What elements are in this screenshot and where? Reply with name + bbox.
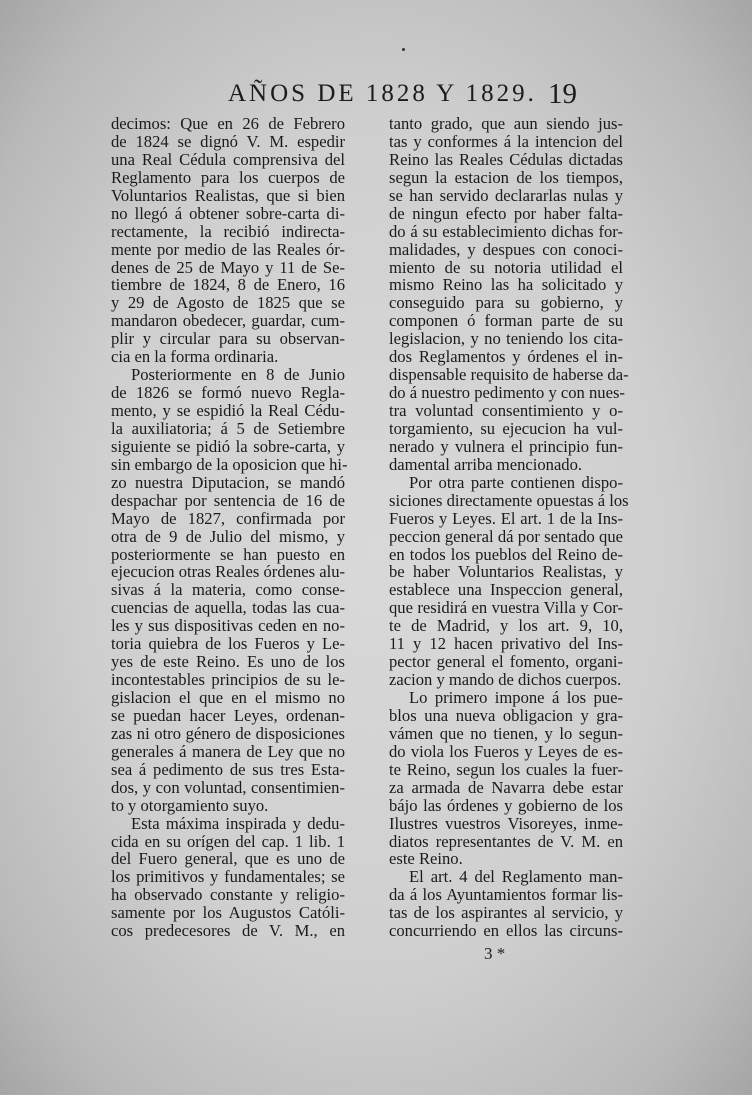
text-line: concurriendo en ellos las circuns-	[389, 921, 623, 941]
text-line: Esta máxima inspirada y dedu-	[131, 813, 345, 833]
text-line: se puedan hacer Leyes, ordenan-	[111, 705, 345, 725]
text-line: sea á pedimento de sus tres Esta-	[111, 759, 345, 779]
text-line: do á su establecimiento dichas for-	[389, 221, 623, 241]
text-line: otra de 9 de Julio del mismo, y	[111, 526, 345, 546]
text-line: peccion general dá por sentado que	[389, 526, 623, 546]
text-line: yes de este Reino. Es uno de los	[111, 652, 345, 672]
text-line: que residirá en vuestra Villa y Cor-	[389, 598, 623, 618]
text-line: Fueros y Leyes. El art. 1 de la Ins-	[389, 508, 623, 528]
text-line: tanto grado, que aun siendo jus-	[389, 114, 623, 133]
text-line: incontestables principios de su le-	[111, 670, 345, 690]
text-line: denes de 25 de Mayo y 11 de Se-	[111, 257, 345, 277]
text-line: despachar por sentencia de 16 de	[111, 490, 345, 510]
text-line: nerado y vulnera el principio fun-	[389, 436, 623, 456]
text-line: Mayo de 1827, confirmada por	[111, 508, 345, 528]
text-line: en todos los pueblos del Reino de-	[389, 544, 623, 564]
text-line: be haber Voluntarios Realistas, y	[389, 562, 623, 582]
text-line: conseguido para su gobierno, y	[389, 293, 623, 313]
text-line: no llegó á obtener sobre-carta di-	[111, 203, 345, 223]
text-line: siciones directamente opuestas á los	[389, 490, 629, 510]
text-line: torgamiento, su ejecucion ha vul-	[389, 418, 623, 438]
text-line: mandaron obedecer, guardar, cum-	[111, 311, 345, 331]
text-line: siguiente se pidió la sobre-carta, y	[111, 436, 345, 456]
text-line: malidades, y despues con conoci-	[389, 239, 623, 259]
text-line: plir y circular para su observan-	[111, 329, 345, 349]
text-line: posteriormente se han puesto en	[111, 544, 345, 564]
text-line: to y otorgamiento suyo.	[111, 795, 269, 815]
text-line: zo nuestra Diputacion, se mandó	[111, 472, 345, 492]
text-line: tiembre de 1824, 8 de Enero, 16	[111, 275, 345, 295]
text-line: samente por los Augustos Católi-	[111, 903, 345, 923]
page-number: 19	[548, 78, 577, 110]
text-line: y 29 de Agosto de 1825 que se	[111, 293, 345, 313]
text-line: cuencias de aquella, todas las cua-	[111, 598, 345, 618]
text-line: mente por medio de las Reales ór-	[111, 239, 345, 259]
text-line: bájo las órdenes y gobierno de los	[389, 795, 623, 815]
text-line: te Reino, segun los cuales la fuer-	[389, 759, 623, 779]
text-line: za armada de Navarra debe estar	[389, 777, 623, 797]
text-line: la auxiliatoria; á 5 de Setiembre	[111, 418, 345, 438]
text-line: ha observado constante y religio-	[111, 885, 345, 905]
text-line: blos una nueva obligacion y gra-	[389, 705, 623, 725]
text-line: 11 y 12 hacen privativo del Ins-	[389, 634, 623, 654]
text-line: sivas á la materia, como conse-	[111, 580, 345, 600]
text-line: Lo primero impone á los pue-	[409, 688, 623, 707]
text-line: zas ni otro género de disposiciones	[111, 723, 345, 743]
text-line: miento de su notoria utilidad el	[389, 257, 623, 277]
text-line: establece una Inspeccion general,	[389, 580, 623, 600]
text-line: Reino las Reales Cédulas dictadas	[389, 149, 623, 169]
text-line: mismo Reino las ha solicitado y	[389, 275, 623, 295]
text-line: de 1826 se formó nuevo Regla-	[111, 383, 345, 403]
text-line: los primitivos y fundamentales; se	[111, 867, 345, 887]
text-line: cida en su orígen del cap. 1 lib. 1	[111, 831, 345, 851]
text-line: Voluntarios Realistas, que si bien	[111, 185, 345, 205]
text-line: diatos representantes de V. M. en	[389, 831, 623, 851]
text-line: gislacion el que en el mismo no	[111, 688, 345, 707]
text-line: toria quiebra de los Fueros y Le-	[111, 634, 345, 654]
text-line: ejecucion otras Reales órdenes alu-	[111, 562, 346, 582]
ink-speck	[402, 48, 405, 51]
text-line: de 1824 se dignó V. M. espedir	[111, 131, 345, 151]
text-line: Posteriormente en 8 de Junio	[131, 365, 345, 385]
text-line: do á nuestro pedimento y con nues-	[389, 383, 625, 403]
text-line: segun la estacion de los tiempos,	[389, 167, 623, 187]
text-line: dispensable requisito de haberse da-	[389, 365, 629, 385]
text-line: sin embargo de la oposicion que hi-	[111, 454, 348, 474]
text-line: Por otra parte contienen dispo-	[409, 472, 623, 492]
text-line: de ningun efecto por haber falta-	[389, 203, 623, 223]
text-line: cos predecesores de V. M., en	[111, 921, 345, 941]
left-column	[111, 114, 348, 941]
text-line: pector general el fomento, organi-	[389, 652, 623, 672]
text-line: damental arriba mencionado.	[389, 454, 583, 474]
text-line: componen ó forman parte de su	[389, 311, 623, 331]
text-line: dos, y con voluntad, consentimien-	[111, 777, 345, 797]
text-line: El art. 4 del Reglamento man-	[409, 867, 623, 887]
text-line: do viola los Fueros y Leyes de es-	[389, 741, 623, 761]
text-line: da á los Ayuntamientos formar lis-	[389, 885, 623, 905]
text-line: les y sus dispositivas ceden en no-	[111, 616, 345, 636]
text-line: del Fuero general, que es uno de	[111, 849, 345, 869]
text-line: tra voluntad consentimiento y o-	[389, 401, 623, 420]
right-column	[389, 114, 629, 941]
text-line: zacion y mando de dichos cuerpos.	[389, 670, 622, 690]
text-line: tas y conformes á la intencion del	[389, 131, 623, 151]
text-line: Ilustres vuestros Visoreyes, inme-	[389, 813, 623, 833]
signature-mark: 3 *	[484, 944, 506, 963]
text-line: este Reino.	[389, 849, 463, 869]
text-line: Reglamento para los cuerpos de	[111, 167, 345, 187]
text-line: mento, y se espidió la Real Cédu-	[111, 401, 345, 420]
text-line: rectamente, la recibió indirecta-	[111, 221, 345, 241]
text-line: decimos: Que en 26 de Febrero	[111, 114, 345, 133]
text-line: una Real Cédula comprensiva del	[111, 149, 345, 169]
text-line: dos Reglamentos y órdenes el in-	[389, 347, 623, 367]
text-line: vámen que no tienen, y lo segun-	[389, 723, 623, 743]
running-title: AÑOS DE 1828 Y 1829.	[228, 80, 537, 107]
text-line: tas de los aspirantes al servicio, y	[389, 903, 623, 923]
text-line: generales á manera de Ley que no	[111, 741, 345, 761]
text-line: te de Madrid, y los art. 9, 10,	[389, 616, 623, 636]
text-line: cia en la forma ordinaria.	[111, 347, 279, 367]
text-line: legislacion, y no teniendo los cita-	[389, 329, 623, 349]
text-line: se han servido declararlas nulas y	[389, 185, 623, 205]
